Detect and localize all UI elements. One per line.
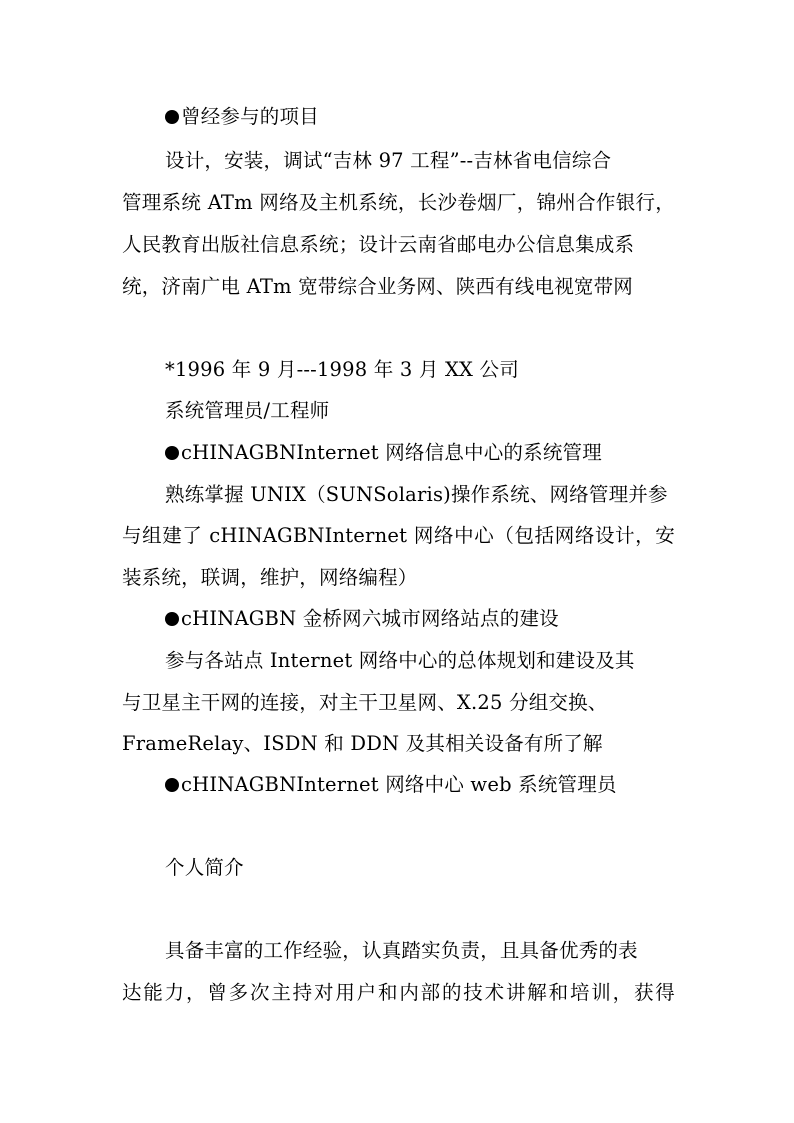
projects-heading-text: 曾经参与的项目: [181, 105, 319, 128]
bullet-icon: [165, 612, 179, 626]
item1-para-line-1: 熟练掌握 UNIX（SUNSolaris)操作系统、网络管理并参: [165, 483, 668, 506]
intro-para-line-1: 具备丰富的工作经验，认真踏实负责，且具备优秀的表: [165, 939, 638, 962]
projects-para-line-2: 管理系统 ATm 网络及主机系统，长沙卷烟厂，锦州合作银行，: [122, 191, 675, 214]
intro-heading: 个人简介: [165, 856, 244, 879]
item2-para-line-2: 与卫星主干网的连接，对主干卫星网、X.25 分组交换、: [122, 691, 608, 714]
item1-para-line-2: 与组建了 cHINAGBNInternet 网络中心（包括网络设计，安: [122, 524, 675, 547]
bullet-icon: [165, 778, 179, 792]
job-period: *1996 年 9 月---1998 年 3 月 XX 公司: [165, 358, 519, 381]
item3-heading-text: cHINAGBNInternet 网络中心 web 系统管理员: [181, 773, 617, 796]
intro-para-line-2: 达能力，曾多次主持对用户和内部的技术讲解和培训，获得: [122, 981, 675, 1004]
item2-heading-text: cHINAGBN 金桥网六城市网络站点的建设: [181, 607, 559, 630]
projects-heading: [165, 104, 319, 130]
item1-heading-text: cHINAGBNInternet 网络信息中心的系统管理: [181, 441, 602, 464]
item2-para-line-1: 参与各站点 Internet 网络中心的总体规划和建设及其: [165, 649, 635, 672]
projects-para-line-3: 人民教育出版社信息系统；设计云南省邮电办公信息集成系: [122, 233, 635, 256]
item2-heading: [165, 606, 559, 632]
bullet-icon: [165, 446, 179, 460]
item3-heading: [165, 772, 617, 798]
item1-heading: [165, 440, 602, 466]
job-title: 系统管理员/工程师: [165, 399, 330, 422]
item1-para-line-3: 装系统，联调，维护，网络编程）: [122, 566, 418, 589]
projects-para-line-1: 设计，安装，调试“吉林 97 工程”--吉林省电信综合: [165, 149, 612, 172]
item2-para-line-3: FrameRelay、ISDN 和 DDN 及其相关设备有所了解: [122, 732, 603, 755]
bullet-icon: [165, 110, 179, 124]
projects-para-line-4: 统，济南广电 ATm 宽带综合业务网、陕西有线电视宽带网: [122, 275, 634, 298]
